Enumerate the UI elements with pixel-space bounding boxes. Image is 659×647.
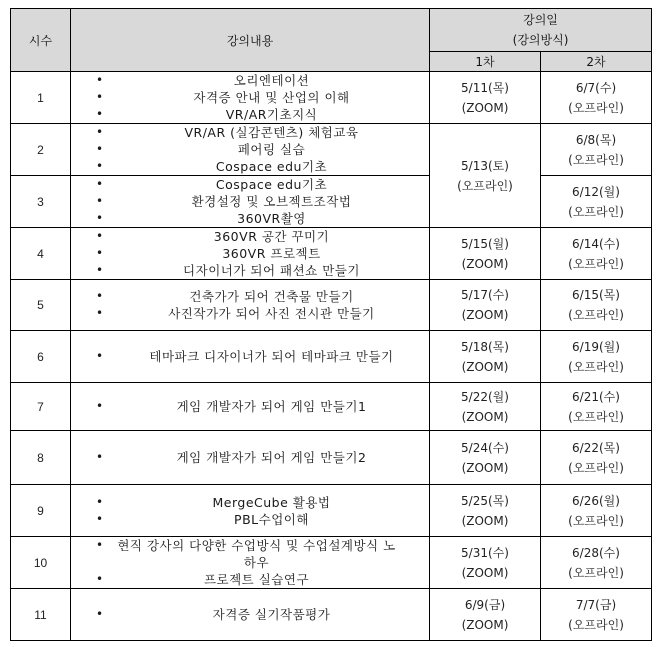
lecture-date: 5/24(수) [461,440,509,455]
table-row [11,124,652,176]
content-item: • 오리엔테이션 [96,72,429,89]
lecture-mode: (오프라인) [457,178,513,193]
lecture-date: 6/14(수) [572,236,620,251]
lecture-date: 5/13(토) [461,158,509,173]
content-cell [71,431,430,485]
content-cell [71,72,430,124]
lecture-date: 6/19(월) [572,339,620,354]
lecture-date: 6/9(금) [464,597,506,612]
header-second-round: 2차 [541,52,652,72]
first-date-cell [430,124,541,228]
second-date-cell [541,228,652,280]
header-session: 시수 [11,9,71,72]
lecture-mode: (오프라인) [568,308,624,322]
header-first-round: 1차 [430,52,541,72]
table-row [11,331,652,383]
content-cell [71,280,430,331]
lecture-date: 7/7(금) [575,597,617,612]
content-cell [71,228,430,280]
content-item: • 환경설정 및 오브젝트조작법 [96,193,429,210]
table-row [11,589,652,641]
content-item: • 360VR촬영 [96,210,429,227]
header-date-subtitle: (강의방식) [512,33,569,47]
first-date-cell [430,589,541,641]
session-number: 3 [11,176,71,228]
content-item: • 페어링 실습 [96,141,429,158]
content-item: • Cospace edu기초 [96,158,429,175]
lecture-date: 6/26(월) [572,493,620,508]
lecture-date: 5/17(수) [461,288,509,302]
session-number: 8 [11,431,71,485]
content-item: • VR/AR (실감콘텐츠) 체험교육 [96,124,429,141]
lecture-date: 5/25(목) [461,493,509,508]
lecture-mode: (오프라인) [568,565,624,580]
header-date-title: 강의일 [523,13,558,27]
content-cell [71,383,430,431]
header-content: 강의내용 [71,9,430,72]
lecture-mode: (ZOOM) [461,617,509,632]
content-cell [71,485,430,537]
content-item: • 자격증 실기작품평가 [96,606,429,623]
second-date-cell [541,124,652,176]
content-item: • MergeCube 활용법 [96,494,429,511]
lecture-date: 6/15(목) [572,288,620,302]
second-date-cell [541,485,652,537]
content-item: • 360VR 프로젝트 [96,245,429,262]
content-cell [71,589,430,641]
lecture-mode: (오프라인) [568,513,624,528]
first-date-cell [430,280,541,331]
lecture-mode: (ZOOM) [461,256,509,271]
second-date-cell [541,331,652,383]
first-date-cell [430,228,541,280]
table-row [11,485,652,537]
lecture-mode: (오프라인) [568,617,624,632]
lecture-date: 5/15(월) [461,236,509,251]
content-item: • PBL수업이해 [96,511,429,528]
content-item: • 게임 개발자가 되어 게임 만들기1 [96,398,429,415]
first-date-cell [430,485,541,537]
second-date-cell [541,383,652,431]
lecture-mode: (ZOOM) [461,100,509,115]
session-number: 1 [11,72,71,124]
content-item: • 자격증 안내 및 산업의 이해 [96,89,429,106]
session-number: 10 [11,537,71,589]
lecture-date: 5/31(수) [461,545,509,560]
first-date-cell [430,72,541,124]
lecture-date: 6/8(목) [575,132,617,147]
lecture-schedule-table [10,8,652,641]
content-item: • 현직 강사의 다양한 수업방식 및 수업설계방식 노하우 [96,537,399,571]
session-number: 9 [11,485,71,537]
table-row [11,228,652,280]
content-item: • Cospace edu기초 [96,176,429,193]
first-date-cell [430,537,541,589]
table-row [11,176,652,228]
lecture-mode: (오프라인) [568,409,624,424]
lecture-mode: (오프라인) [568,100,624,115]
first-date-cell [430,431,541,485]
second-date-cell [541,72,652,124]
content-item: • VR/AR기초지식 [96,106,429,123]
table-row [11,280,652,331]
content-item: • 프로젝트 실습연구 [96,571,399,588]
lecture-date: 6/21(수) [572,389,620,404]
second-date-cell [541,537,652,589]
lecture-mode: (ZOOM) [461,565,509,580]
second-date-cell [541,280,652,331]
lecture-date: 5/22(월) [461,389,509,404]
session-number: 6 [11,331,71,383]
second-date-cell [541,589,652,641]
second-date-cell [541,431,652,485]
content-item: • 디자이너가 되어 패션쇼 만들기 [96,262,429,279]
first-date-cell [430,383,541,431]
lecture-date: 6/12(월) [572,184,620,199]
content-item: • 360VR 공간 꾸미기 [96,228,429,245]
table-row [11,383,652,431]
session-number: 5 [11,280,71,331]
table-row [11,72,652,124]
lecture-date: 6/22(목) [572,440,620,455]
second-date-cell [541,176,652,228]
lecture-mode: (오프라인) [568,152,624,167]
table-row [11,537,652,589]
content-cell [71,124,430,176]
content-cell [71,537,430,589]
lecture-mode: (ZOOM) [461,460,509,475]
content-item: • 테마파크 디자이너가 되어 테마파크 만들기 [96,348,429,365]
lecture-date: 5/18(목) [461,339,509,354]
lecture-date: 6/28(수) [572,545,620,560]
lecture-mode: (오프라인) [568,256,624,271]
content-item: • 사진작가가 되어 사진 전시관 만들기 [96,305,429,322]
table-row [11,431,652,485]
lecture-mode: (ZOOM) [461,359,509,374]
header-lecture-date [430,9,652,52]
lecture-mode: (오프라인) [568,204,624,219]
content-cell [71,176,430,228]
session-number: 11 [11,589,71,641]
session-number: 2 [11,124,71,176]
lecture-mode: (ZOOM) [461,513,509,528]
lecture-mode: (오프라인) [568,359,624,374]
session-number: 4 [11,228,71,280]
content-item: • 게임 개발자가 되어 게임 만들기2 [96,449,429,466]
content-item: • 건축가가 되어 건축물 만들기 [96,288,429,305]
session-number: 7 [11,383,71,431]
lecture-mode: (ZOOM) [461,308,509,322]
lecture-mode: (ZOOM) [461,409,509,424]
lecture-date: 6/7(수) [575,80,617,95]
lecture-mode: (오프라인) [568,460,624,475]
content-cell [71,331,430,383]
lecture-date: 5/11(목) [461,80,509,95]
first-date-cell [430,331,541,383]
